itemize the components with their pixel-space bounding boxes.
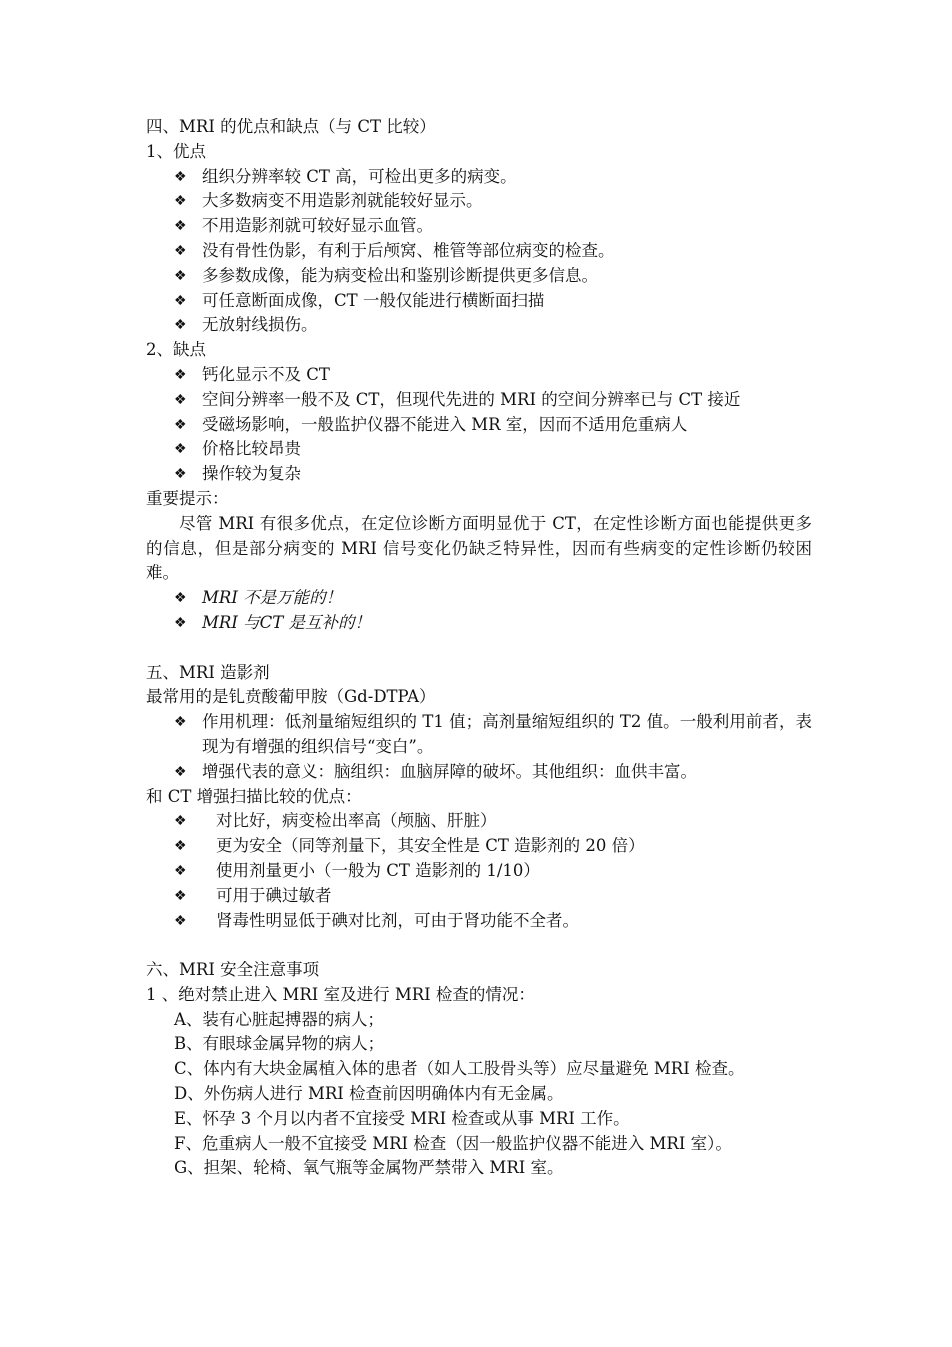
bullet-icon: ❖ <box>174 416 187 433</box>
section-5-title: 五、MRI 造影剂 <box>146 662 270 682</box>
bullet-icon: ❖ <box>174 838 187 855</box>
bullet-icon: ❖ <box>174 887 187 904</box>
bullet-icon: ❖ <box>174 862 187 879</box>
bullet-icon: ❖ <box>174 193 187 210</box>
bullet-icon: ❖ <box>174 441 187 458</box>
compare-item: ❖ 可用于碘过敏者 <box>146 884 812 909</box>
advantage-item: ❖ 不用造影剂就可较好显示血管。 <box>146 214 812 239</box>
contraindication-item: E、怀孕 3 个月以内者不宜接受 MRI 检查或从事 MRI 工作。 <box>174 1108 630 1128</box>
disadvantage-item: ❖ 操作较为复杂 <box>146 462 812 487</box>
bullet-icon: ❖ <box>174 912 187 929</box>
advantage-item: ❖ 多参数成像，能为病变检出和鉴别诊断提供更多信息。 <box>146 264 812 289</box>
bullet-icon: ❖ <box>174 391 187 408</box>
advantage-item: ❖ 无放射线损伤。 <box>146 313 812 338</box>
advantage-item: ❖ 可任意断面成像，CT 一般仅能进行横断面扫描 <box>146 289 812 314</box>
bullet-icon: ❖ <box>174 466 187 483</box>
contraindication-item: A、装有心脏起搏器的病人； <box>174 1009 384 1029</box>
section-4-title: 四、MRI 的优点和缺点（与 CT 比较） <box>146 117 436 136</box>
tip-item: ❖ MRI 不是万能的！ <box>146 586 812 611</box>
disadvantages-title: 2、缺点 <box>146 340 206 360</box>
bullet-icon: ❖ <box>174 590 187 607</box>
disadvantage-item: ❖ 空间分辨率一般不及 CT，但现代先进的 MRI 的空间分辨率已与 CT 接近 <box>146 388 812 413</box>
bullet-icon: ❖ <box>174 714 187 731</box>
bullet-icon: ❖ <box>174 168 187 185</box>
advantages-title: 1、优点 <box>146 141 206 161</box>
bullet-icon: ❖ <box>174 267 187 284</box>
contrast-agent-intro: 最常用的是钆贲酸葡甲胺（Gd-DTPA） <box>146 687 436 707</box>
contraindication-item: G、担架、轮椅、氧气瓶等金属物严禁带入 MRI 室。 <box>174 1158 564 1178</box>
bullet-icon: ❖ <box>174 242 187 259</box>
bullet-icon: ❖ <box>174 614 187 631</box>
contrast-item: ❖ 增强代表的意义：脑组织：血脑屏障的破坏。其他组织：血供丰富。 <box>146 760 812 785</box>
section-6-title: 六、MRI 安全注意事项 <box>146 960 320 980</box>
bullet-icon: ❖ <box>174 292 187 309</box>
compare-item: ❖ 使用剂量更小（一般为 CT 造影剂的 1/10） <box>146 859 812 884</box>
contraindication-item: D、外伤病人进行 MRI 检查前因明确体内有无金属。 <box>174 1084 564 1104</box>
tip-item: ❖ MRI 与CT 是互补的！ <box>146 611 812 636</box>
compare-title: 和 CT 增强扫描比较的优点： <box>146 786 362 806</box>
bullet-icon: ❖ <box>174 763 187 780</box>
advantage-item: ❖ 没有骨性伪影，有利于后颅窝、椎管等部位病变的检查。 <box>146 239 812 264</box>
bullet-icon: ❖ <box>174 813 187 830</box>
disadvantage-item: ❖ 价格比较昂贵 <box>146 437 812 462</box>
disadvantage-item: ❖ 钙化显示不及 CT <box>146 363 812 388</box>
compare-item: ❖ 对比好，病变检出率高（颅脑、肝脏） <box>146 809 812 834</box>
contraindication-title: 1 、绝对禁止进入 MRI 室及进行 MRI 检查的情况： <box>146 984 535 1004</box>
advantage-item: ❖ 大多数病变不用造影剂就能较好显示。 <box>146 189 812 214</box>
contraindication-item: F、危重病人一般不宜接受 MRI 检查（因一般监护仪器不能进入 MRI 室）。 <box>174 1133 732 1153</box>
important-tip-title: 重要提示： <box>146 488 229 508</box>
advantage-item: ❖ 组织分辨率较 CT 高，可检出更多的病变。 <box>146 165 812 190</box>
bullet-icon: ❖ <box>174 366 187 383</box>
important-tip-paragraph: 尽管 MRI 有很多优点，在定位诊断方面明显优于 CT，在定性诊断方面也能提供更多的信息，但是部分病变的 MRI 信号变化仍缺乏特异性，因而有些病变的定性诊断仍较困难。 <box>146 513 812 583</box>
bullet-icon: ❖ <box>174 317 187 334</box>
compare-item: ❖ 肾毒性明显低于碘对比剂，可由于肾功能不全者。 <box>146 909 812 934</box>
contraindication-item: B、有眼球金属异物的病人； <box>174 1034 385 1054</box>
disadvantage-item: ❖ 受磁场影响，一般监护仪器不能进入 MR 室，因而不适用危重病人 <box>146 413 812 438</box>
contrast-item: ❖ 作用机理：低剂量缩短组织的 T1 值；高剂量缩短组织的 T2 值。一般利用前者，表现为有增强的组织信号“变白”。 <box>174 712 812 756</box>
compare-item: ❖ 更为安全（同等剂量下，其安全性是 CT 造影剂的 20 倍） <box>146 834 812 859</box>
section-spacer <box>146 933 812 958</box>
contraindication-item: C、体内有大块金属植入体的患者（如人工股骨头等）应尽量避免 MRI 检查。 <box>174 1059 745 1079</box>
bullet-icon: ❖ <box>174 218 187 235</box>
section-spacer <box>146 636 812 661</box>
